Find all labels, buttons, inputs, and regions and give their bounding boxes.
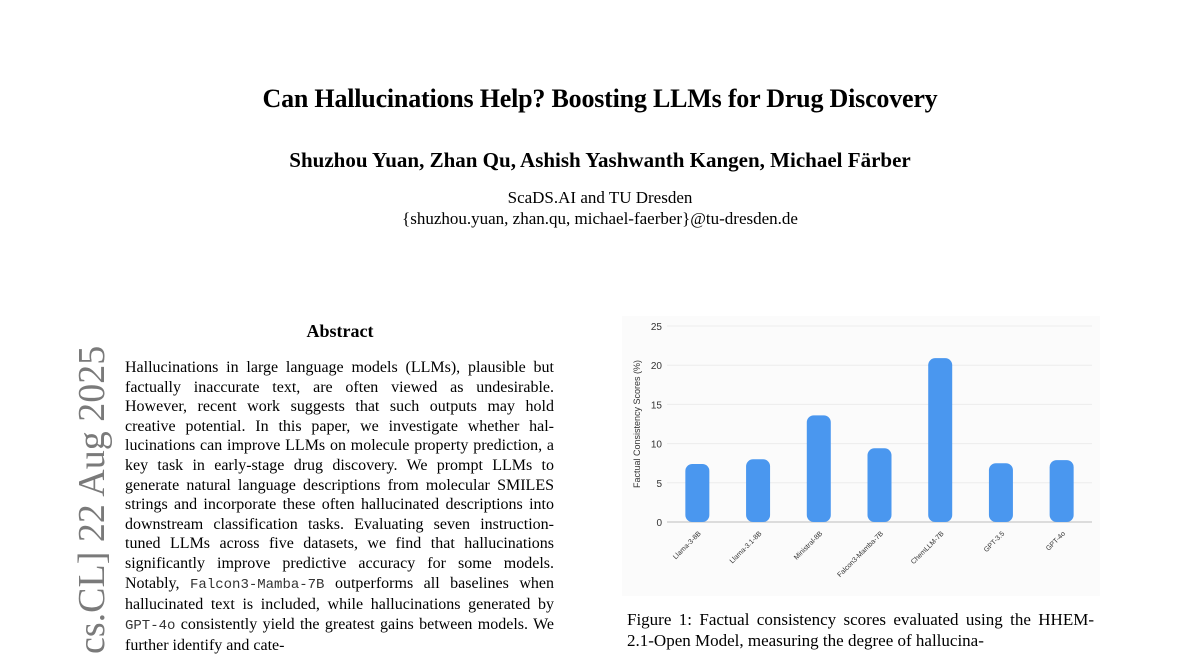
- x-tick-label: Llama-3.1-8B: [728, 530, 764, 566]
- abstract-text-part-3: consistently yield the greatest gains between models. We further identify and cate-: [125, 615, 554, 655]
- bar: [868, 448, 892, 522]
- author-affiliation-block: [0, 187, 1200, 229]
- affiliation: ScaDS.AI and TU Dresden: [507, 188, 693, 207]
- factual-consistency-bar-chart: [622, 316, 1100, 596]
- x-tick-label: GPT-4o: [1045, 530, 1068, 553]
- bar: [1050, 460, 1074, 522]
- x-tick-label: GPT-3.5: [982, 530, 1007, 554]
- arxiv-side-stamp: [20, 318, 113, 654]
- bar: [685, 464, 709, 522]
- y-tick-label: 5: [656, 478, 662, 490]
- y-tick-label: 15: [650, 400, 662, 412]
- author-emails: {shuzhou.yuan, zhan.qu, michael-faerber}@tu-dresden.de: [402, 209, 798, 228]
- abstract-text-part-2: outperforms all baselines when hallucinated text is included, while hallucinations generated by: [125, 574, 555, 614]
- y-tick-label: 10: [650, 439, 662, 451]
- bar: [746, 459, 770, 522]
- abstract-text-part-1: Hallucinations in large language models (LLMs), plausible but factually inaccurate text, are often viewed as undesirable. However, recent work suggests that such outputs may hold creative potential. In this paper, we investigate whether hallucinations can improve LLMs on molecule property prediction, a key task in early-stage drug discovery. We prompt LLMs to generate natural language descriptions from molecular SMILES strings and incorporate these often hallucinated descriptions into downstream classification tasks. Evaluating seven instruction-tuned LLMs across five datasets, we find that hallucinations significantly improve predictive accuracy for some models. Notably,: [125, 359, 554, 592]
- abstract-model-name-2: GPT-4o: [125, 617, 176, 634]
- y-tick-label: 20: [650, 361, 662, 373]
- y-tick-label: 25: [650, 322, 662, 333]
- figure-caption: Figure 1: Factual consistency scores evaluated using the HHEM-2.1-Open Model, measuring the degree of hallucina-: [627, 610, 1094, 650]
- chart-svg: [622, 316, 1100, 596]
- y-tick-label: 0: [656, 518, 662, 529]
- x-tick-label: Llama-3-8B: [672, 530, 703, 562]
- x-tick-label: Ministral-8B: [793, 530, 825, 562]
- abstract-model-name-1: Falcon3-Mamba-7B: [190, 576, 325, 593]
- bar: [807, 415, 831, 522]
- x-tick-label: Falcon3-Mamba-7B: [836, 530, 885, 579]
- abstract-body: [125, 358, 554, 656]
- y-axis-label: Factual Consistency Scores (%): [632, 359, 642, 489]
- abstract-heading: Abstract: [306, 321, 374, 341]
- bar: [928, 358, 952, 522]
- x-tick-label: ChemLLM-7B: [910, 530, 946, 566]
- arxiv-stamp-text: cs.CL] 22 Aug 2025: [71, 345, 113, 654]
- paper-authors: Shuzhou Yuan, Zhan Qu, Ashish Yashwanth Kangen, Michael Färber: [289, 148, 911, 172]
- bar: [989, 463, 1013, 522]
- paper-title: Can Hallucinations Help? Boosting LLMs for Drug Discovery: [262, 84, 938, 113]
